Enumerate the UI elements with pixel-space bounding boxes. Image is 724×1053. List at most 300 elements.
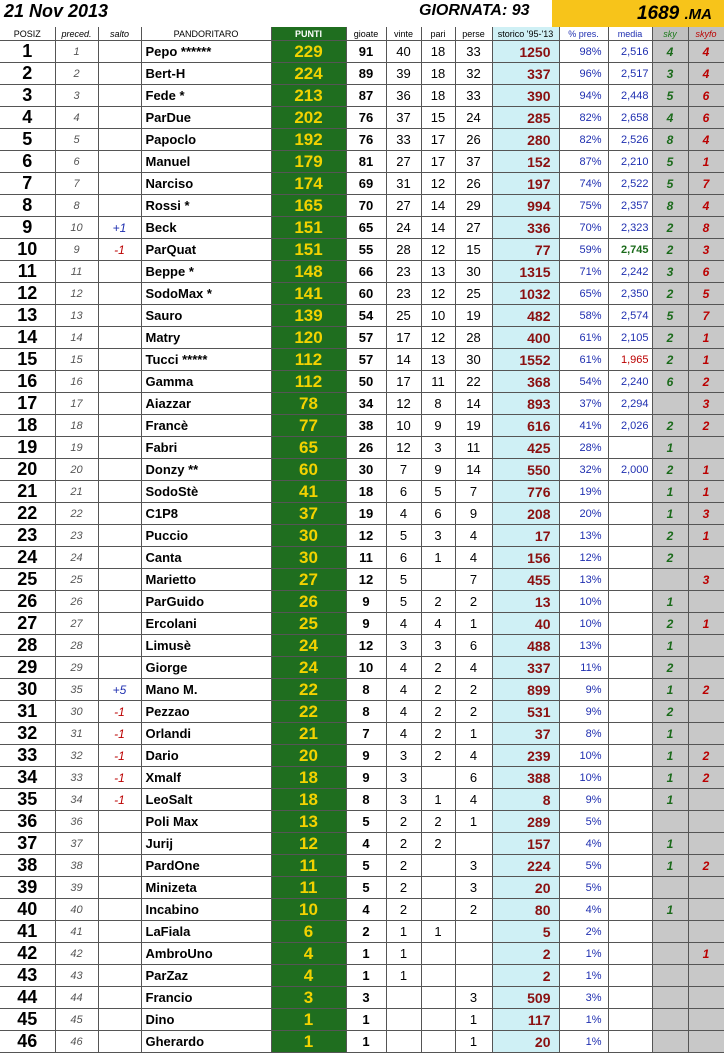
player-name-cell: PardOne	[141, 855, 271, 877]
points-cell: 65	[271, 437, 346, 459]
player-name-cell: C1P8	[141, 503, 271, 525]
played-cell: 76	[346, 107, 386, 129]
lost-cell: 19	[455, 415, 492, 437]
average-cell: 2,350	[608, 283, 652, 305]
lost-cell: 7	[455, 481, 492, 503]
historic-cell: 20	[492, 877, 559, 899]
previous-position-cell: 34	[55, 789, 98, 811]
position-cell: 10	[0, 239, 55, 261]
previous-position-cell: 3	[55, 85, 98, 107]
table-row	[0, 547, 724, 569]
position-cell: 13	[0, 305, 55, 327]
table-row	[0, 349, 724, 371]
sky-cell: 2	[652, 239, 688, 261]
sky-cell	[652, 965, 688, 987]
won-cell: 1	[386, 965, 421, 987]
sky-cell	[652, 987, 688, 1009]
position-cell: 46	[0, 1031, 55, 1053]
table-row	[0, 481, 724, 503]
won-cell: 14	[386, 349, 421, 371]
position-cell: 39	[0, 877, 55, 899]
historic-cell: 2	[492, 943, 559, 965]
player-name-cell: Donzy **	[141, 459, 271, 481]
lost-cell: 4	[455, 657, 492, 679]
points-cell: 1	[271, 1031, 346, 1053]
matchday	[419, 2, 530, 20]
won-cell: 10	[386, 415, 421, 437]
historic-cell: 2	[492, 965, 559, 987]
sky-cell	[652, 921, 688, 943]
position-cell: 27	[0, 613, 55, 635]
sky-cell: 8	[652, 129, 688, 151]
points-cell: 174	[271, 173, 346, 195]
table-row	[0, 789, 724, 811]
position-cell: 17	[0, 393, 55, 415]
historic-cell: 994	[492, 195, 559, 217]
skyfo-cell: 3	[688, 503, 724, 525]
draw-cell: 6	[421, 503, 455, 525]
previous-position-cell: 22	[55, 503, 98, 525]
draw-cell	[421, 987, 455, 1009]
player-name-cell: Gamma	[141, 371, 271, 393]
average-cell	[608, 591, 652, 613]
presence-cell: 10%	[559, 767, 608, 789]
historic-cell: 337	[492, 63, 559, 85]
col-perse: perse	[455, 27, 492, 41]
col-skyfo: skyfo	[688, 27, 724, 41]
won-cell: 36	[386, 85, 421, 107]
col-giocate: gioate	[346, 27, 386, 41]
points-cell: 112	[271, 349, 346, 371]
position-cell: 1	[0, 41, 55, 63]
played-cell: 7	[346, 723, 386, 745]
played-cell: 11	[346, 547, 386, 569]
played-cell: 69	[346, 173, 386, 195]
presence-cell: 19%	[559, 481, 608, 503]
points-cell: 3	[271, 987, 346, 1009]
col-posiz: POSIZ	[0, 27, 55, 41]
points-cell: 60	[271, 459, 346, 481]
jump-cell	[98, 151, 141, 173]
sky-cell: 1	[652, 855, 688, 877]
presence-cell: 82%	[559, 129, 608, 151]
player-name-cell: Poli Max	[141, 811, 271, 833]
points-cell: 25	[271, 613, 346, 635]
previous-position-cell: 30	[55, 701, 98, 723]
presence-cell: 65%	[559, 283, 608, 305]
sky-cell	[652, 877, 688, 899]
draw-cell	[421, 855, 455, 877]
skyfo-cell: 4	[688, 129, 724, 151]
average-cell: 2,658	[608, 107, 652, 129]
draw-cell: 2	[421, 833, 455, 855]
draw-cell: 15	[421, 107, 455, 129]
won-cell: 25	[386, 305, 421, 327]
points-cell: 37	[271, 503, 346, 525]
presence-cell: 1%	[559, 965, 608, 987]
lost-cell: 15	[455, 239, 492, 261]
table-row	[0, 987, 724, 1009]
sky-cell: 1	[652, 723, 688, 745]
sky-cell: 3	[652, 261, 688, 283]
historic-cell: 337	[492, 657, 559, 679]
average-cell: 2,000	[608, 459, 652, 481]
table-row	[0, 1009, 724, 1031]
player-name-cell: SodoStè	[141, 481, 271, 503]
position-cell: 12	[0, 283, 55, 305]
previous-position-cell: 13	[55, 305, 98, 327]
position-cell: 5	[0, 129, 55, 151]
lost-cell: 2	[455, 899, 492, 921]
historic-cell: 488	[492, 635, 559, 657]
played-cell: 9	[346, 591, 386, 613]
col-pari: pari	[421, 27, 455, 41]
skyfo-cell: 2	[688, 371, 724, 393]
presence-cell: 28%	[559, 437, 608, 459]
lost-cell: 1	[455, 811, 492, 833]
average-cell	[608, 635, 652, 657]
col-media: media	[608, 27, 652, 41]
draw-cell: 12	[421, 239, 455, 261]
historic-cell: 482	[492, 305, 559, 327]
skyfo-cell	[688, 789, 724, 811]
points-cell: 202	[271, 107, 346, 129]
points-cell: 1	[271, 1009, 346, 1031]
skyfo-cell	[688, 1031, 724, 1053]
lost-cell: 25	[455, 283, 492, 305]
draw-cell	[421, 965, 455, 987]
jump-cell: -1	[98, 789, 141, 811]
table-row	[0, 569, 724, 591]
draw-cell: 1	[421, 547, 455, 569]
draw-cell: 2	[421, 811, 455, 833]
historic-cell: 893	[492, 393, 559, 415]
won-cell	[386, 1031, 421, 1053]
previous-position-cell: 21	[55, 481, 98, 503]
position-cell: 37	[0, 833, 55, 855]
previous-position-cell: 35	[55, 679, 98, 701]
previous-position-cell: 23	[55, 525, 98, 547]
historic-cell: 5	[492, 921, 559, 943]
historic-cell: 152	[492, 151, 559, 173]
skyfo-cell: 2	[688, 767, 724, 789]
average-cell	[608, 525, 652, 547]
skyfo-cell: 1	[688, 525, 724, 547]
draw-cell: 13	[421, 261, 455, 283]
previous-position-cell: 41	[55, 921, 98, 943]
won-cell: 2	[386, 811, 421, 833]
played-cell: 5	[346, 877, 386, 899]
historic-cell: 400	[492, 327, 559, 349]
draw-cell: 12	[421, 173, 455, 195]
played-cell: 12	[346, 525, 386, 547]
points-cell: 4	[271, 943, 346, 965]
position-cell: 14	[0, 327, 55, 349]
won-cell: 2	[386, 877, 421, 899]
average-cell: 2,105	[608, 327, 652, 349]
sky-cell: 1	[652, 789, 688, 811]
previous-position-cell: 45	[55, 1009, 98, 1031]
jump-cell	[98, 63, 141, 85]
position-cell: 29	[0, 657, 55, 679]
sky-cell: 1	[652, 833, 688, 855]
presence-cell: 58%	[559, 305, 608, 327]
presence-cell: 1%	[559, 1009, 608, 1031]
played-cell: 76	[346, 129, 386, 151]
table-row	[0, 921, 724, 943]
table-row	[0, 877, 724, 899]
draw-cell: 2	[421, 701, 455, 723]
presence-cell: 61%	[559, 327, 608, 349]
player-name-cell: Limusè	[141, 635, 271, 657]
table-row	[0, 657, 724, 679]
sky-cell: 1	[652, 503, 688, 525]
player-name-cell: Beck	[141, 217, 271, 239]
table-row	[0, 327, 724, 349]
lost-cell: 4	[455, 547, 492, 569]
jump-cell: -1	[98, 745, 141, 767]
played-cell: 9	[346, 745, 386, 767]
sky-cell	[652, 1031, 688, 1053]
lost-cell: 2	[455, 701, 492, 723]
average-cell	[608, 789, 652, 811]
table-row	[0, 833, 724, 855]
lost-cell: 33	[455, 85, 492, 107]
lost-cell: 3	[455, 987, 492, 1009]
average-cell	[608, 569, 652, 591]
historic-cell: 156	[492, 547, 559, 569]
sky-cell: 4	[652, 107, 688, 129]
skyfo-cell	[688, 833, 724, 855]
header-row	[0, 27, 724, 41]
sky-cell: 3	[652, 63, 688, 85]
won-cell: 4	[386, 503, 421, 525]
presence-cell: 3%	[559, 987, 608, 1009]
position-cell: 9	[0, 217, 55, 239]
presence-cell: 1%	[559, 943, 608, 965]
jump-cell	[98, 503, 141, 525]
presence-cell: 70%	[559, 217, 608, 239]
historic-cell: 197	[492, 173, 559, 195]
table-row	[0, 503, 724, 525]
lost-cell	[455, 833, 492, 855]
previous-position-cell: 12	[55, 283, 98, 305]
position-cell: 21	[0, 481, 55, 503]
points-cell: 24	[271, 657, 346, 679]
average-cell: 2,357	[608, 195, 652, 217]
points-cell: 20	[271, 745, 346, 767]
average-cell	[608, 855, 652, 877]
draw-cell: 18	[421, 63, 455, 85]
played-cell: 8	[346, 789, 386, 811]
points-cell: 151	[271, 239, 346, 261]
average-cell: 2,323	[608, 217, 652, 239]
table-row	[0, 151, 724, 173]
sky-cell: 6	[652, 371, 688, 393]
presence-cell: 5%	[559, 811, 608, 833]
average-cell	[608, 877, 652, 899]
presence-cell: 12%	[559, 547, 608, 569]
sky-cell: 2	[652, 415, 688, 437]
skyfo-cell: 2	[688, 679, 724, 701]
average-cell	[608, 481, 652, 503]
presence-cell: 10%	[559, 591, 608, 613]
average-cell	[608, 921, 652, 943]
draw-cell: 3	[421, 635, 455, 657]
sky-cell: 1	[652, 899, 688, 921]
lost-cell: 33	[455, 41, 492, 63]
jump-cell	[98, 811, 141, 833]
player-name-cell: Matry	[141, 327, 271, 349]
sky-cell	[652, 811, 688, 833]
won-cell: 27	[386, 195, 421, 217]
skyfo-cell	[688, 877, 724, 899]
points-cell: 179	[271, 151, 346, 173]
skyfo-cell	[688, 899, 724, 921]
played-cell: 9	[346, 613, 386, 635]
position-cell: 3	[0, 85, 55, 107]
won-cell: 3	[386, 635, 421, 657]
played-cell: 1	[346, 965, 386, 987]
player-name-cell: AmbroUno	[141, 943, 271, 965]
player-name-cell: Sauro	[141, 305, 271, 327]
historic-cell: 224	[492, 855, 559, 877]
points-cell: 224	[271, 63, 346, 85]
sky-cell: 1	[652, 635, 688, 657]
table-row	[0, 41, 724, 63]
col-vinte: vinte	[386, 27, 421, 41]
lost-cell: 3	[455, 855, 492, 877]
points-cell: 213	[271, 85, 346, 107]
average-cell	[608, 679, 652, 701]
previous-position-cell: 15	[55, 349, 98, 371]
points-cell: 13	[271, 811, 346, 833]
draw-cell: 18	[421, 85, 455, 107]
points-cell: 18	[271, 789, 346, 811]
historic-cell: 289	[492, 811, 559, 833]
position-cell: 36	[0, 811, 55, 833]
lost-cell: 1	[455, 613, 492, 635]
jump-cell	[98, 327, 141, 349]
historic-cell: 1250	[492, 41, 559, 63]
table-row	[0, 745, 724, 767]
jump-cell	[98, 41, 141, 63]
draw-cell: 2	[421, 657, 455, 679]
played-cell: 4	[346, 833, 386, 855]
points-cell: 120	[271, 327, 346, 349]
presence-cell: 10%	[559, 613, 608, 635]
lost-cell: 6	[455, 635, 492, 657]
historic-cell: 425	[492, 437, 559, 459]
played-cell: 55	[346, 239, 386, 261]
draw-cell: 2	[421, 679, 455, 701]
previous-position-cell: 27	[55, 613, 98, 635]
points-cell: 192	[271, 129, 346, 151]
table-row	[0, 723, 724, 745]
won-cell: 6	[386, 481, 421, 503]
table-row	[0, 811, 724, 833]
played-cell: 30	[346, 459, 386, 481]
draw-cell: 9	[421, 459, 455, 481]
sky-cell: 1	[652, 481, 688, 503]
presence-cell: 61%	[559, 349, 608, 371]
previous-position-cell: 4	[55, 107, 98, 129]
points-cell: 21	[271, 723, 346, 745]
table-row	[0, 679, 724, 701]
position-cell: 44	[0, 987, 55, 1009]
jump-cell	[98, 437, 141, 459]
player-name-cell: LeoSalt	[141, 789, 271, 811]
average-cell: 2,242	[608, 261, 652, 283]
skyfo-cell	[688, 811, 724, 833]
sky-cell: 2	[652, 613, 688, 635]
average-cell	[608, 657, 652, 679]
previous-position-cell: 2	[55, 63, 98, 85]
draw-cell: 5	[421, 481, 455, 503]
historic-cell: 157	[492, 833, 559, 855]
jump-cell	[98, 987, 141, 1009]
position-cell: 35	[0, 789, 55, 811]
won-cell: 4	[386, 723, 421, 745]
position-cell: 7	[0, 173, 55, 195]
table-row	[0, 415, 724, 437]
presence-cell: 4%	[559, 899, 608, 921]
sky-cell: 8	[652, 195, 688, 217]
skyfo-cell: 5	[688, 283, 724, 305]
skyfo-cell: 1	[688, 349, 724, 371]
skyfo-cell: 1	[688, 943, 724, 965]
won-cell: 33	[386, 129, 421, 151]
player-name-cell: Xmalf	[141, 767, 271, 789]
played-cell: 4	[346, 899, 386, 921]
sky-cell: 5	[652, 151, 688, 173]
ma-value: 1689	[636, 3, 680, 24]
previous-position-cell: 18	[55, 415, 98, 437]
played-cell: 5	[346, 855, 386, 877]
played-cell: 19	[346, 503, 386, 525]
sky-cell: 2	[652, 283, 688, 305]
table-row	[0, 195, 724, 217]
skyfo-cell: 6	[688, 107, 724, 129]
player-name-cell: Dario	[141, 745, 271, 767]
presence-cell: 13%	[559, 635, 608, 657]
jump-cell: +1	[98, 217, 141, 239]
won-cell: 17	[386, 327, 421, 349]
won-cell: 5	[386, 569, 421, 591]
jump-cell	[98, 613, 141, 635]
lost-cell: 26	[455, 129, 492, 151]
skyfo-cell: 1	[688, 151, 724, 173]
average-cell: 2,522	[608, 173, 652, 195]
won-cell: 3	[386, 745, 421, 767]
historic-cell: 388	[492, 767, 559, 789]
won-cell: 1	[386, 921, 421, 943]
played-cell: 81	[346, 151, 386, 173]
ma-suffix: .MA	[684, 6, 712, 23]
won-cell: 2	[386, 855, 421, 877]
lost-cell: 7	[455, 569, 492, 591]
skyfo-cell: 4	[688, 195, 724, 217]
lost-cell: 1	[455, 723, 492, 745]
won-cell: 39	[386, 63, 421, 85]
played-cell: 91	[346, 41, 386, 63]
jump-cell	[98, 635, 141, 657]
skyfo-cell: 6	[688, 261, 724, 283]
played-cell: 38	[346, 415, 386, 437]
lost-cell: 30	[455, 261, 492, 283]
historic-cell: 531	[492, 701, 559, 723]
table-row	[0, 305, 724, 327]
